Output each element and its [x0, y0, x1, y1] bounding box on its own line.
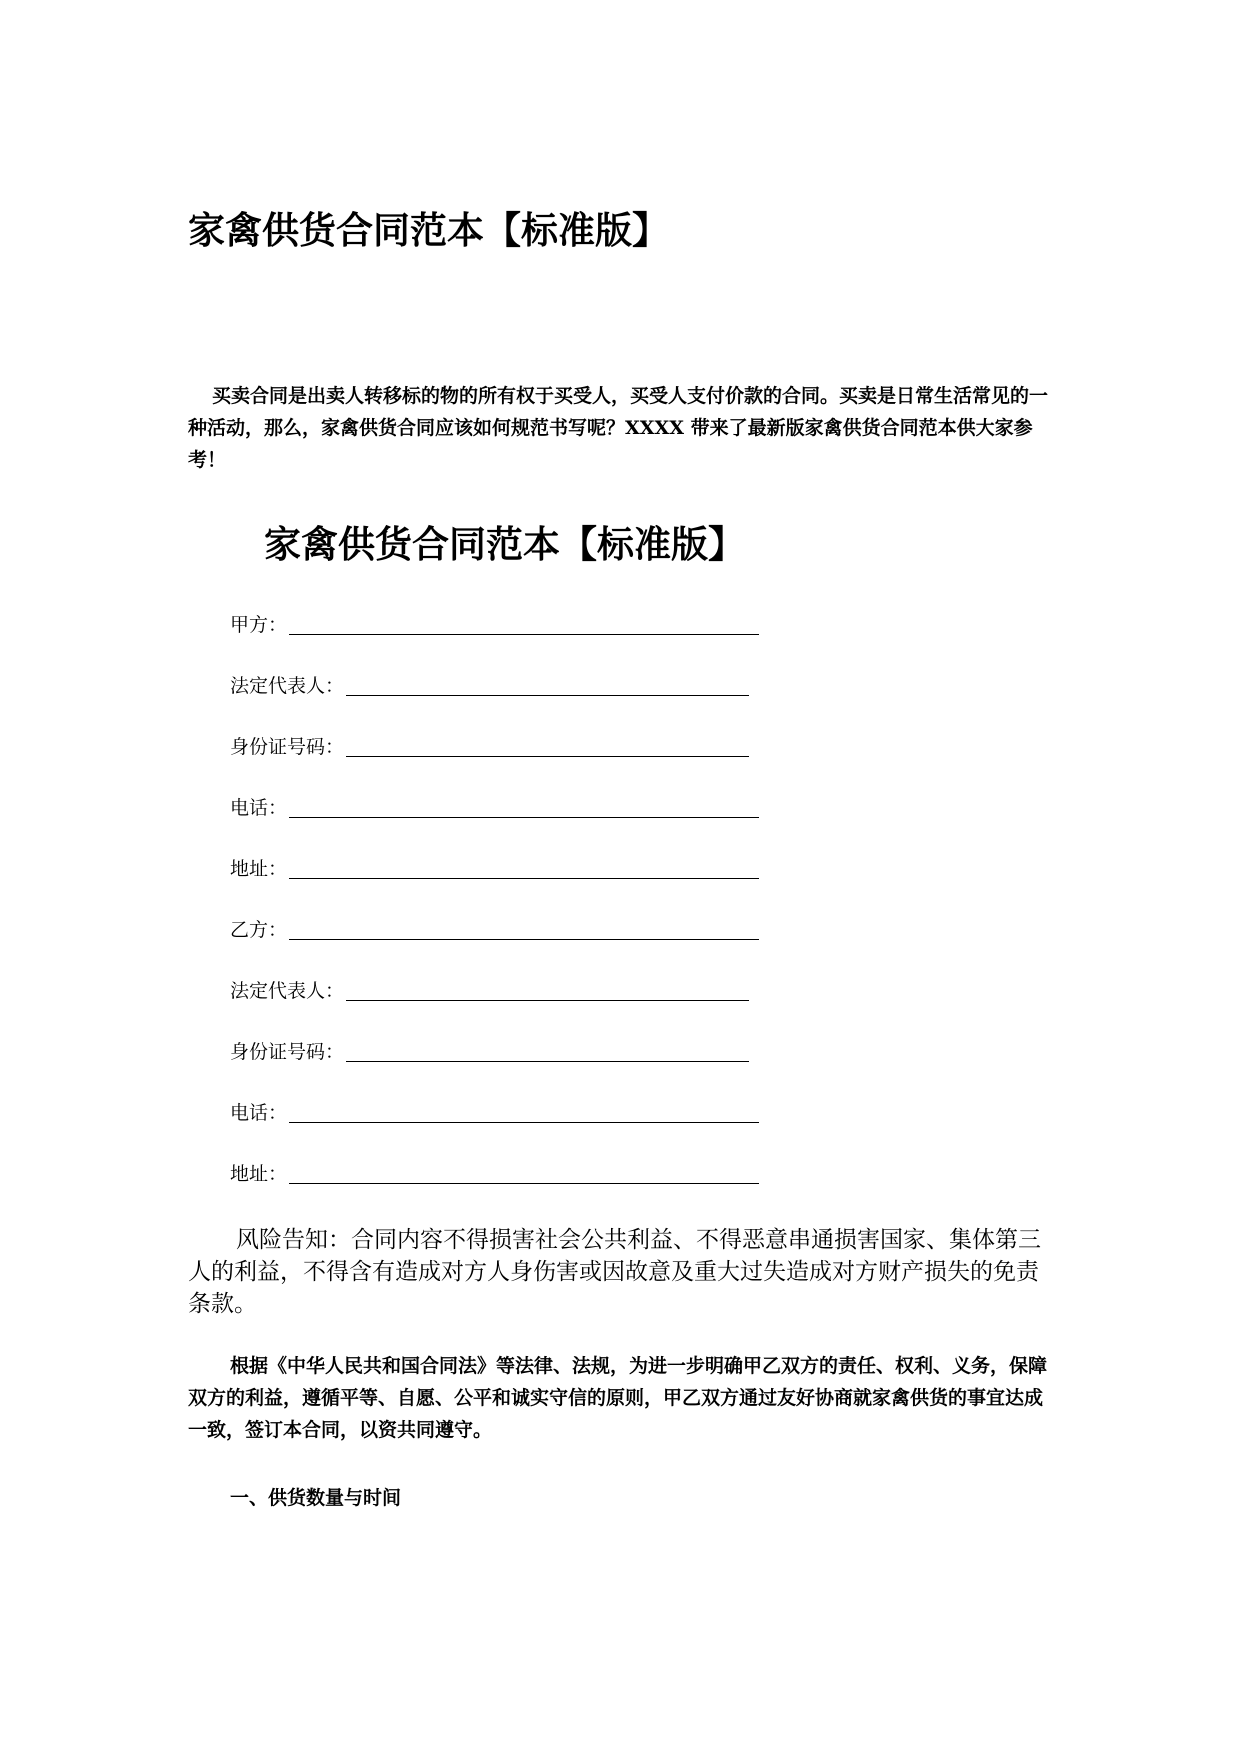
party-a-phone-field[interactable] [230, 787, 759, 821]
field-label: 地址： [230, 1163, 288, 1185]
blank-line[interactable] [289, 856, 759, 879]
blank-line[interactable] [289, 795, 759, 818]
field-label: 电话： [230, 1102, 288, 1124]
field-label: 地址： [230, 858, 288, 880]
risk-notice: 风险告知：合同内容不得损害社会公共利益、不得恶意串通损害国家、集体第三人的利益，不得含有造成对方人身伤害或因故意及重大过失造成对方财产损失的免责条款。 [188, 1227, 1041, 1317]
document-title: 家禽供货合同范本【标准版】 [188, 208, 669, 252]
preamble-paragraph: 根据《中华人民共和国合同法》等法律、法规，为进一步明确甲乙双方的责任、权利、义务，保障双方的利益，遵循平等、自愿、公平和诚实守信的原则，甲乙双方通过友好协商就家禽供货的事宜达成一致，签订本合同，以资共同遵守。 [188, 1355, 1048, 1441]
party-a-id-number-field[interactable] [230, 726, 749, 760]
blank-line[interactable] [346, 1039, 749, 1062]
blank-line[interactable] [346, 673, 749, 696]
blank-line[interactable] [289, 1100, 759, 1123]
intro-paragraph: 买卖合同是出卖人转移标的物的所有权于买受人，买受人支付价款的合同。买卖是日常生活常见的一种活动，那么，家禽供货合同应该如何规范书写呢？XXXX 带来了最新版家禽供货合同范本供大家参考！ [188, 385, 1049, 471]
field-label: 电话： [230, 797, 288, 819]
contract-title: 家禽供货合同范本【标准版】 [264, 522, 745, 566]
party-b-legal-rep-field[interactable] [230, 970, 749, 1004]
party-b-id-number-field[interactable] [230, 1031, 749, 1065]
party-a-address-field[interactable] [230, 848, 759, 882]
party-b-field[interactable] [230, 909, 759, 943]
party-a-legal-rep-field[interactable] [230, 665, 749, 699]
party-b-address-field[interactable] [230, 1153, 759, 1187]
field-label: 身份证号码： [230, 1041, 345, 1063]
party-a-field[interactable] [230, 604, 759, 638]
field-label: 身份证号码： [230, 736, 345, 758]
blank-line[interactable] [289, 612, 759, 635]
party-b-phone-field[interactable] [230, 1092, 759, 1126]
blank-line[interactable] [289, 1161, 759, 1184]
field-label: 乙方： [230, 919, 288, 941]
field-label: 法定代表人： [230, 980, 345, 1002]
section-heading: 一、供货数量与时间 [230, 1487, 402, 1509]
blank-line[interactable] [289, 917, 759, 940]
blank-line[interactable] [346, 978, 749, 1001]
field-label: 法定代表人： [230, 675, 345, 697]
blank-line[interactable] [346, 734, 749, 757]
field-label: 甲方： [230, 614, 288, 636]
